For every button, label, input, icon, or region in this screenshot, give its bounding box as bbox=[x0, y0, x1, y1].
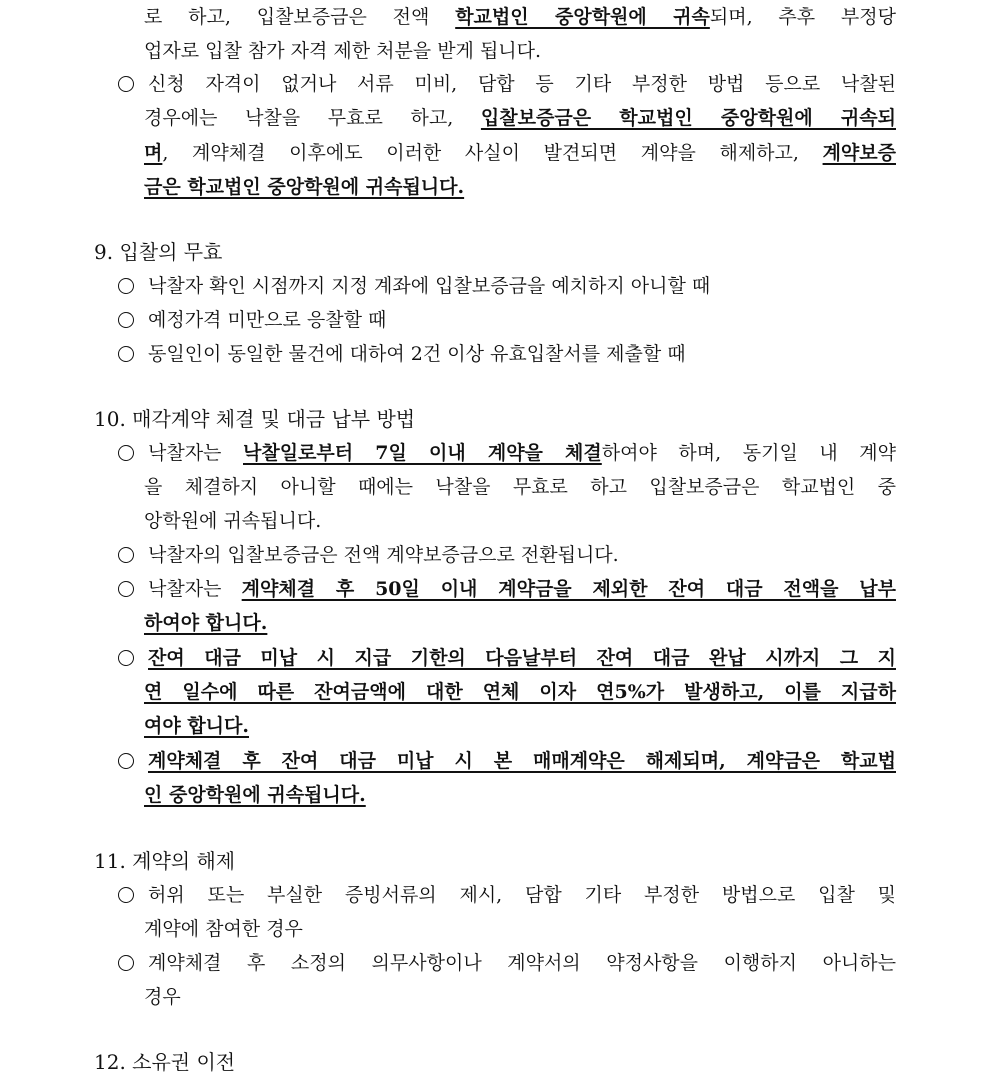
s11-b-line-1: 계약체결 후 소정의 의무사항이나 계약서의 약정사항을 이행하지 아니하는 bbox=[148, 952, 896, 974]
s10-d-line-3: 여야 합니다. bbox=[144, 715, 249, 737]
bullet-circle-icon bbox=[118, 650, 134, 666]
s10-a-emphasis: 낙찰일로부터 7일 이내 계약을 체결 bbox=[243, 442, 602, 464]
b1-text-2: , 계약체결 이후에도 이러한 사실이 발견되면 계약을 해제하고, bbox=[162, 142, 823, 164]
b1-line-3 bbox=[144, 136, 896, 170]
s9-item-3: 동일인이 동일한 물건에 대하여 2건 이상 유효입찰서를 제출할 때 bbox=[148, 343, 686, 365]
s10-c-text: 낙찰자는 bbox=[148, 578, 242, 600]
fragment-text-a: 로 하고, 입찰보증금은 전액 bbox=[144, 6, 456, 28]
bullet-circle-icon bbox=[118, 955, 134, 971]
b1-line-2 bbox=[144, 101, 896, 135]
s10-c-line-1 bbox=[148, 572, 896, 606]
b1-text: 경우에는 낙찰을 무효로 하고, bbox=[144, 107, 481, 129]
b1-emphasis-3: 계약보증 bbox=[822, 142, 896, 164]
s10-a-text-2: 하여야 하며, 동기일 내 계약 bbox=[601, 442, 897, 464]
s10-a-line-3: 앙학원에 귀속됩니다. bbox=[144, 510, 322, 532]
s10-c-line-2: 하여야 합니다. bbox=[144, 612, 268, 634]
b1-emphasis: 입찰보증금은 학교법인 중앙학원에 귀속되 bbox=[480, 107, 896, 129]
bullet-circle-icon bbox=[118, 312, 134, 328]
bullet-circle-icon bbox=[118, 278, 134, 294]
s10-d-line-2: 연 일수에 따른 잔여금액에 대한 연체 이자 연5%가 발생하고, 이를 지급하 bbox=[144, 681, 896, 703]
fragment-line-1 bbox=[144, 0, 896, 34]
fragment-text-emphasis: 학교법인 중앙학원에 귀속 bbox=[455, 6, 710, 28]
bullet-circle-icon bbox=[118, 581, 134, 597]
b1-line-1: 신청 자격이 없거나 서류 미비, 담합 등 기타 부정한 방법 등으로 낙찰된 bbox=[148, 73, 896, 95]
s10-d-line-1: 잔여 대금 미납 시 지급 기한의 다음날부터 잔여 대금 완납 시까지 그 지 bbox=[148, 647, 896, 669]
fragment-text-c: 되며, 추후 부정당 bbox=[709, 6, 896, 28]
s10-e-line-1: 계약체결 후 잔여 대금 미납 시 본 매매계약은 해제되며, 계약금은 학교법 bbox=[148, 750, 896, 772]
s10-a-line-2: 을 체결하지 아니할 때에는 낙찰을 무효로 하고 입찰보증금은 학교법인 중 bbox=[144, 476, 896, 498]
bullet-circle-icon bbox=[118, 887, 134, 903]
b1-line-4: 금은 학교법인 중앙학원에 귀속됩니다. bbox=[144, 176, 465, 198]
section-9-heading: 9. 입찰의 무효 bbox=[94, 240, 223, 264]
s10-b-line-1: 낙찰자의 입찰보증금은 전액 계약보증금으로 전환됩니다. bbox=[148, 544, 619, 566]
s11-a-line-1: 허위 또는 부실한 증빙서류의 제시, 담합 기타 부정한 방법으로 입찰 및 bbox=[148, 884, 896, 906]
s10-a-text: 낙찰자는 bbox=[148, 442, 243, 464]
bullet-circle-icon bbox=[118, 445, 134, 461]
bullet-circle-icon bbox=[118, 76, 134, 92]
s10-c-emphasis: 계약체결 후 50일 이내 계약금을 제외한 잔여 대금 전액을 납부 bbox=[241, 578, 896, 600]
bullet-circle-icon bbox=[118, 547, 134, 563]
b1-emphasis-2: 며 bbox=[144, 142, 163, 164]
s11-a-line-2: 계약에 참여한 경우 bbox=[144, 918, 303, 940]
section-10-heading: 10. 매각계약 체결 및 대금 납부 방법 bbox=[94, 407, 416, 431]
s9-item-2: 예정가격 미만으로 응찰할 때 bbox=[148, 309, 387, 331]
section-12-heading: 12. 소유권 이전 bbox=[94, 1050, 236, 1074]
s10-e-line-2: 인 중앙학원에 귀속됩니다. bbox=[144, 784, 366, 806]
section-11-heading: 11. 계약의 해제 bbox=[94, 849, 236, 873]
s10-a-line-1 bbox=[148, 436, 896, 470]
s9-item-1: 낙찰자 확인 시점까지 지정 계좌에 입찰보증금을 예치하지 아니할 때 bbox=[148, 275, 711, 297]
bullet-circle-icon bbox=[118, 346, 134, 362]
bullet-circle-icon bbox=[118, 753, 134, 769]
fragment-line-2: 업자로 입찰 참가 자격 제한 처분을 받게 됩니다. bbox=[144, 40, 542, 62]
s11-b-line-2: 경우 bbox=[144, 986, 181, 1008]
